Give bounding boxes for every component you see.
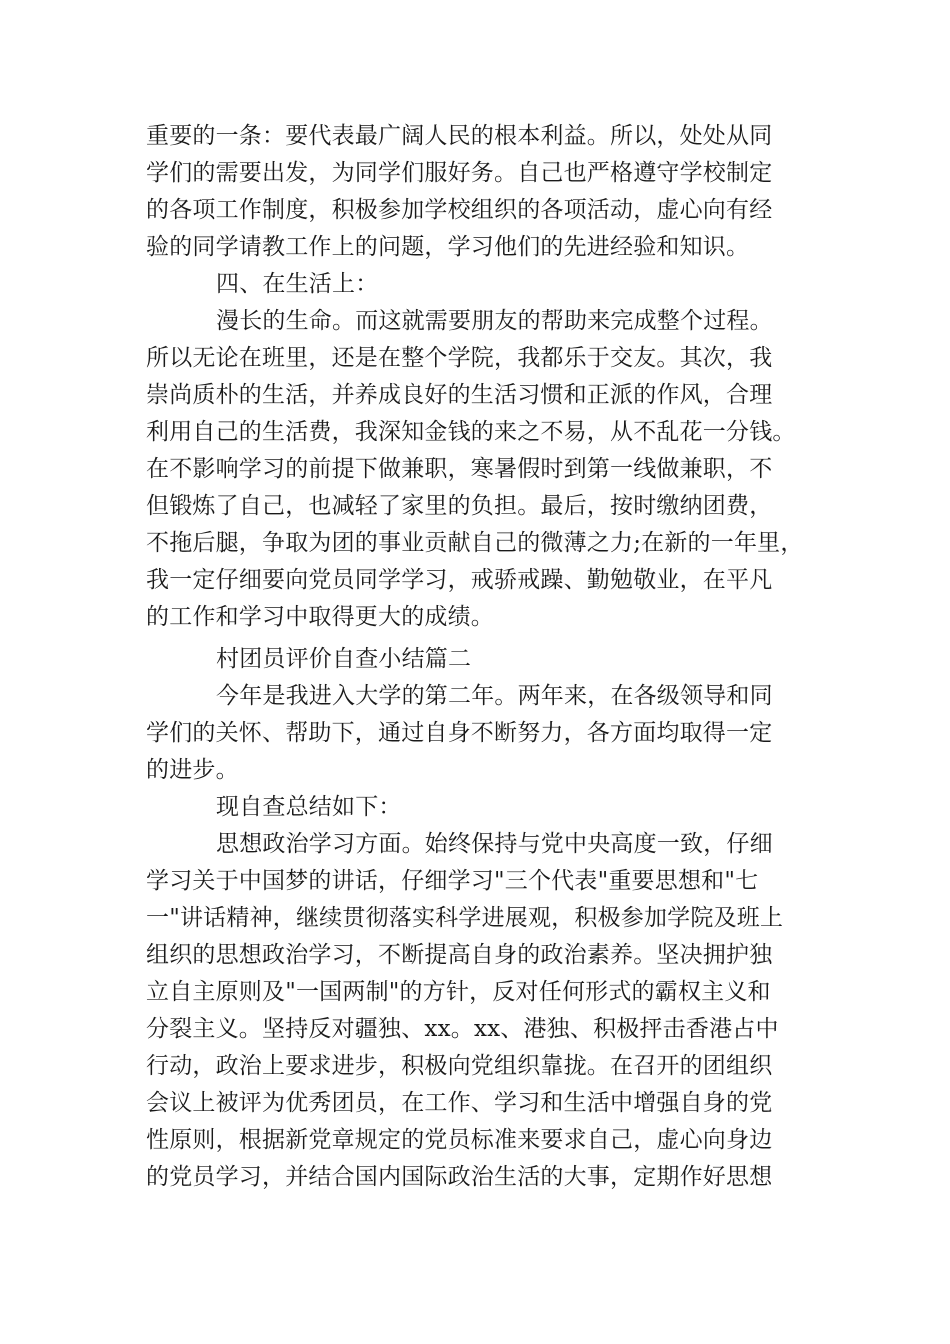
text-line: 学习关于中国梦的讲话，仔细学习"三个代表"重要思想和"七 (146, 868, 759, 894)
text-line: 不拖后腿，争取为团的事业贡献自己的微薄之力;在新的一年里， (146, 530, 804, 556)
text-line: 利用自己的生活费，我深知金钱的来之不易，从不乱花一分钱。 (146, 419, 796, 445)
text-line: 的工作和学习中取得更大的成绩。 (146, 604, 494, 630)
section-heading: 四、在生活上： (216, 271, 379, 297)
text-line: 的进步。 (146, 757, 239, 783)
text-line: 今年是我进入大学的第二年。两年来，在各级领导和同 (216, 683, 773, 709)
text-line: 行动，政治上要求进步，积极向党组织靠拢。在召开的团组织 (146, 1053, 773, 1079)
text-line: 验的同学请教工作上的问题，学习他们的先进经验和知识。 (146, 234, 750, 260)
text-line: 在不影响学习的前提下做兼职，寒暑假时到第一线做兼职，不 (146, 456, 773, 482)
text-line: 立自主原则及"一国两制"的方针，反对任何形式的霸权主义和 (146, 979, 771, 1005)
text-line: 性原则，根据新党章规定的党员标准来要求自己，虚心向身边 (146, 1127, 773, 1153)
text-line: 思想政治学习方面。始终保持与党中央高度一致，仔细 (216, 831, 773, 857)
text-line: 漫长的生命。而这就需要朋友的帮助来完成整个过程。 (216, 308, 773, 334)
text-line: 会议上被评为优秀团员，在工作、学习和生活中增强自身的党 (146, 1090, 773, 1116)
text-line: 学们的关怀、帮助下，通过自身不断努力，各方面均取得一定 (146, 720, 773, 746)
text-line: 我一定仔细要向党员同学学习，戒骄戒躁、勤勉敬业，在平凡 (146, 567, 773, 593)
text-line: 重要的一条：要代表最广阔人民的根本利益。所以，处处从同 (146, 123, 773, 149)
section-title: 村团员评价自查小结篇二 (216, 646, 472, 672)
text-line: 但锻炼了自己，也减轻了家里的负担。最后，按时缴纳团费， (146, 493, 773, 519)
text-line: 组织的思想政治学习，不断提高自身的政治素养。坚决拥护独 (146, 942, 773, 968)
section-heading: 现自查总结如下： (216, 794, 402, 820)
text-line: 一"讲话精神，继续贯彻落实科学进展观，积极参加学院及班上 (146, 905, 784, 931)
text-line: 所以无论在班里，还是在整个学院，我都乐于交友。其次，我 (146, 345, 773, 371)
text-line: 崇尚质朴的生活，并养成良好的生活习惯和正派的作风，合理 (146, 382, 773, 408)
text-line: 学们的需要出发，为同学们服好务。自己也严格遵守学校制定 (146, 160, 773, 186)
text-line: 的各项工作制度，积极参加学校组织的各项活动，虚心向有经 (146, 197, 773, 223)
text-line: 分裂主义。坚持反对疆独、xx。xx、港独、积极抨击香港占中 (146, 1016, 779, 1042)
text-line: 的党员学习，并结合国内国际政治生活的大事，定期作好思想 (146, 1164, 773, 1190)
